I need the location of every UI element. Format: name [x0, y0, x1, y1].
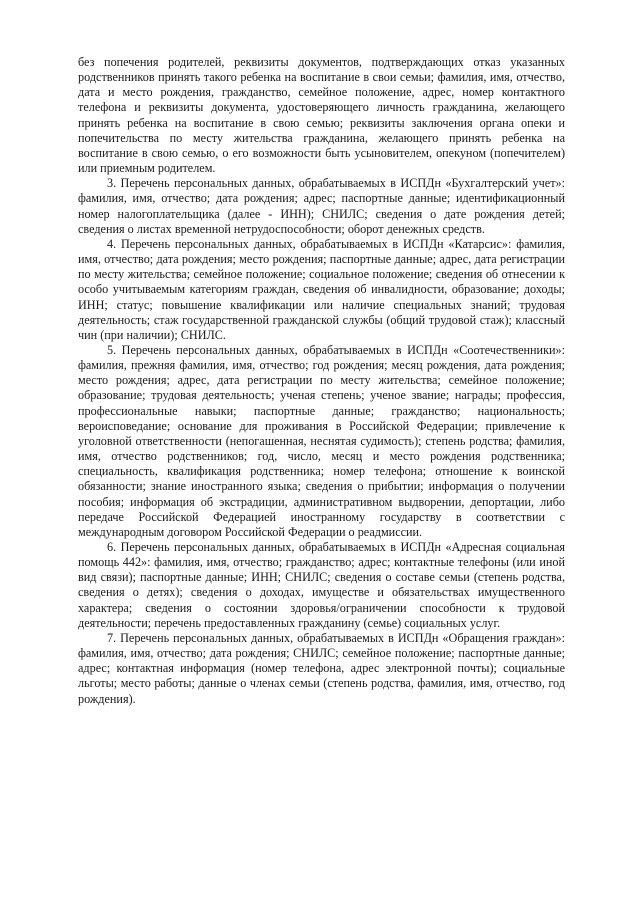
paragraph-6-social-aid: 6. Перечень персональных данных, обрабатываемых в ИСПДн «Адресная социальная помощь 442»: фамилия, имя, отчество; гражданство; адрес; контактные телефоны (или иной вид связи); паспортные данные; ИНН; СНИЛС; сведения о составе семьи (степень родства, сведения о детях); сведения о доходах, имуществе и обязательствах имущественного характера; сведения о состоянии здоровья/ограничении способности к трудовой деятельности; перечень предоставленных гражданину (семье) социальных услуг.	[78, 540, 565, 630]
paragraph-7-citizen-appeals: 7. Перечень персональных данных, обрабатываемых в ИСПДн «Обращения граждан»: фамилия, имя, отчество; дата рождения; СНИЛС; семейное положение; паспортные данные; адрес; контактная информация (номер телефона, адрес электронной почты); социальные льготы; место работы; данные о членах семьи (степень родства, фамилия, имя, отчество, год рождения).	[78, 630, 565, 706]
paragraph-4-katarsis: 4. Перечень персональных данных, обрабатываемых в ИСПДн «Катарсис»: фамилия, имя, отчество; дата рождения; место рождения; паспортные данные; адрес, дата регистрации по месту жительства; семейное положение; социальное положение; сведения об отнесении к особо учитываемым категориям граждан, сведения об инвалидности, образование; доходы; ИНН; статус; повышение квалификации или наличие специальных знаний; трудовая деятельность; стаж государственной гражданской службы (общий трудовой стаж); классный чин (при наличии); СНИЛС.	[78, 236, 565, 342]
document-page	[78, 55, 565, 707]
paragraph-continued: без попечения родителей, реквизиты документов, подтверждающих отказ указанных родственников принять такого ребенка на воспитание в свои семьи; фамилия, имя, отчество, дата и место рождения, гражданство, семейное положение, адрес, номер контактного телефона и реквизиты документа, удостоверяющего личность гражданина, желающего принять ребенка на воспитание в свою семью; реквизиты заключения органа опеки и попечительства по месту жительства гражданина, желающего принять ребенка на воспитание в свою семью, о его возможности быть усыновителем, опекуном (попечителем) или приемным родителем.	[78, 55, 565, 176]
paragraph-3-accounting: 3. Перечень персональных данных, обрабатываемых в ИСПДн «Бухгалтерский учет»: фамилия, имя, отчество; дата рождения; адрес; паспортные данные; идентификационный номер налогоплательщика (далее - ИНН); СНИЛС; сведения о дате рождения детей; сведения о листах временной нетрудоспособности; оборот денежных средств.	[78, 176, 565, 236]
paragraph-5-compatriots: 5. Перечень персональных данных, обрабатываемых в ИСПДн «Соотечественники»: фамилия, прежняя фамилия, имя, отчество; год рождения; месяц рождения, дата рождения; место рождения; адрес, дата регистрации по месту жительства; семейное положение; образование; трудовая деятельность; ученая степень; ученое звание; награды; профессия, профессиональные навыки; паспортные данные; гражданство; национальность; вероисповедание; основание для проживания в Российской Федерации; привлечение к уголовной ответственности (непогашенная, неснятая судимость); степень родства; фамилия, имя, отчество родственников; год, число, месяц и место рождения родственника; специальность, квалификация родственника; номер телефона; отношение к воинской обязанности; знание иностранного языка; сведения о прибытии; информация о получении пособия; информация об экстрадиции, административном выдворении, депортации, либо передаче Российской Федерацией иностранному государству в соответствии с международным договором Российской Федерации о реадмиссии.	[78, 342, 565, 539]
